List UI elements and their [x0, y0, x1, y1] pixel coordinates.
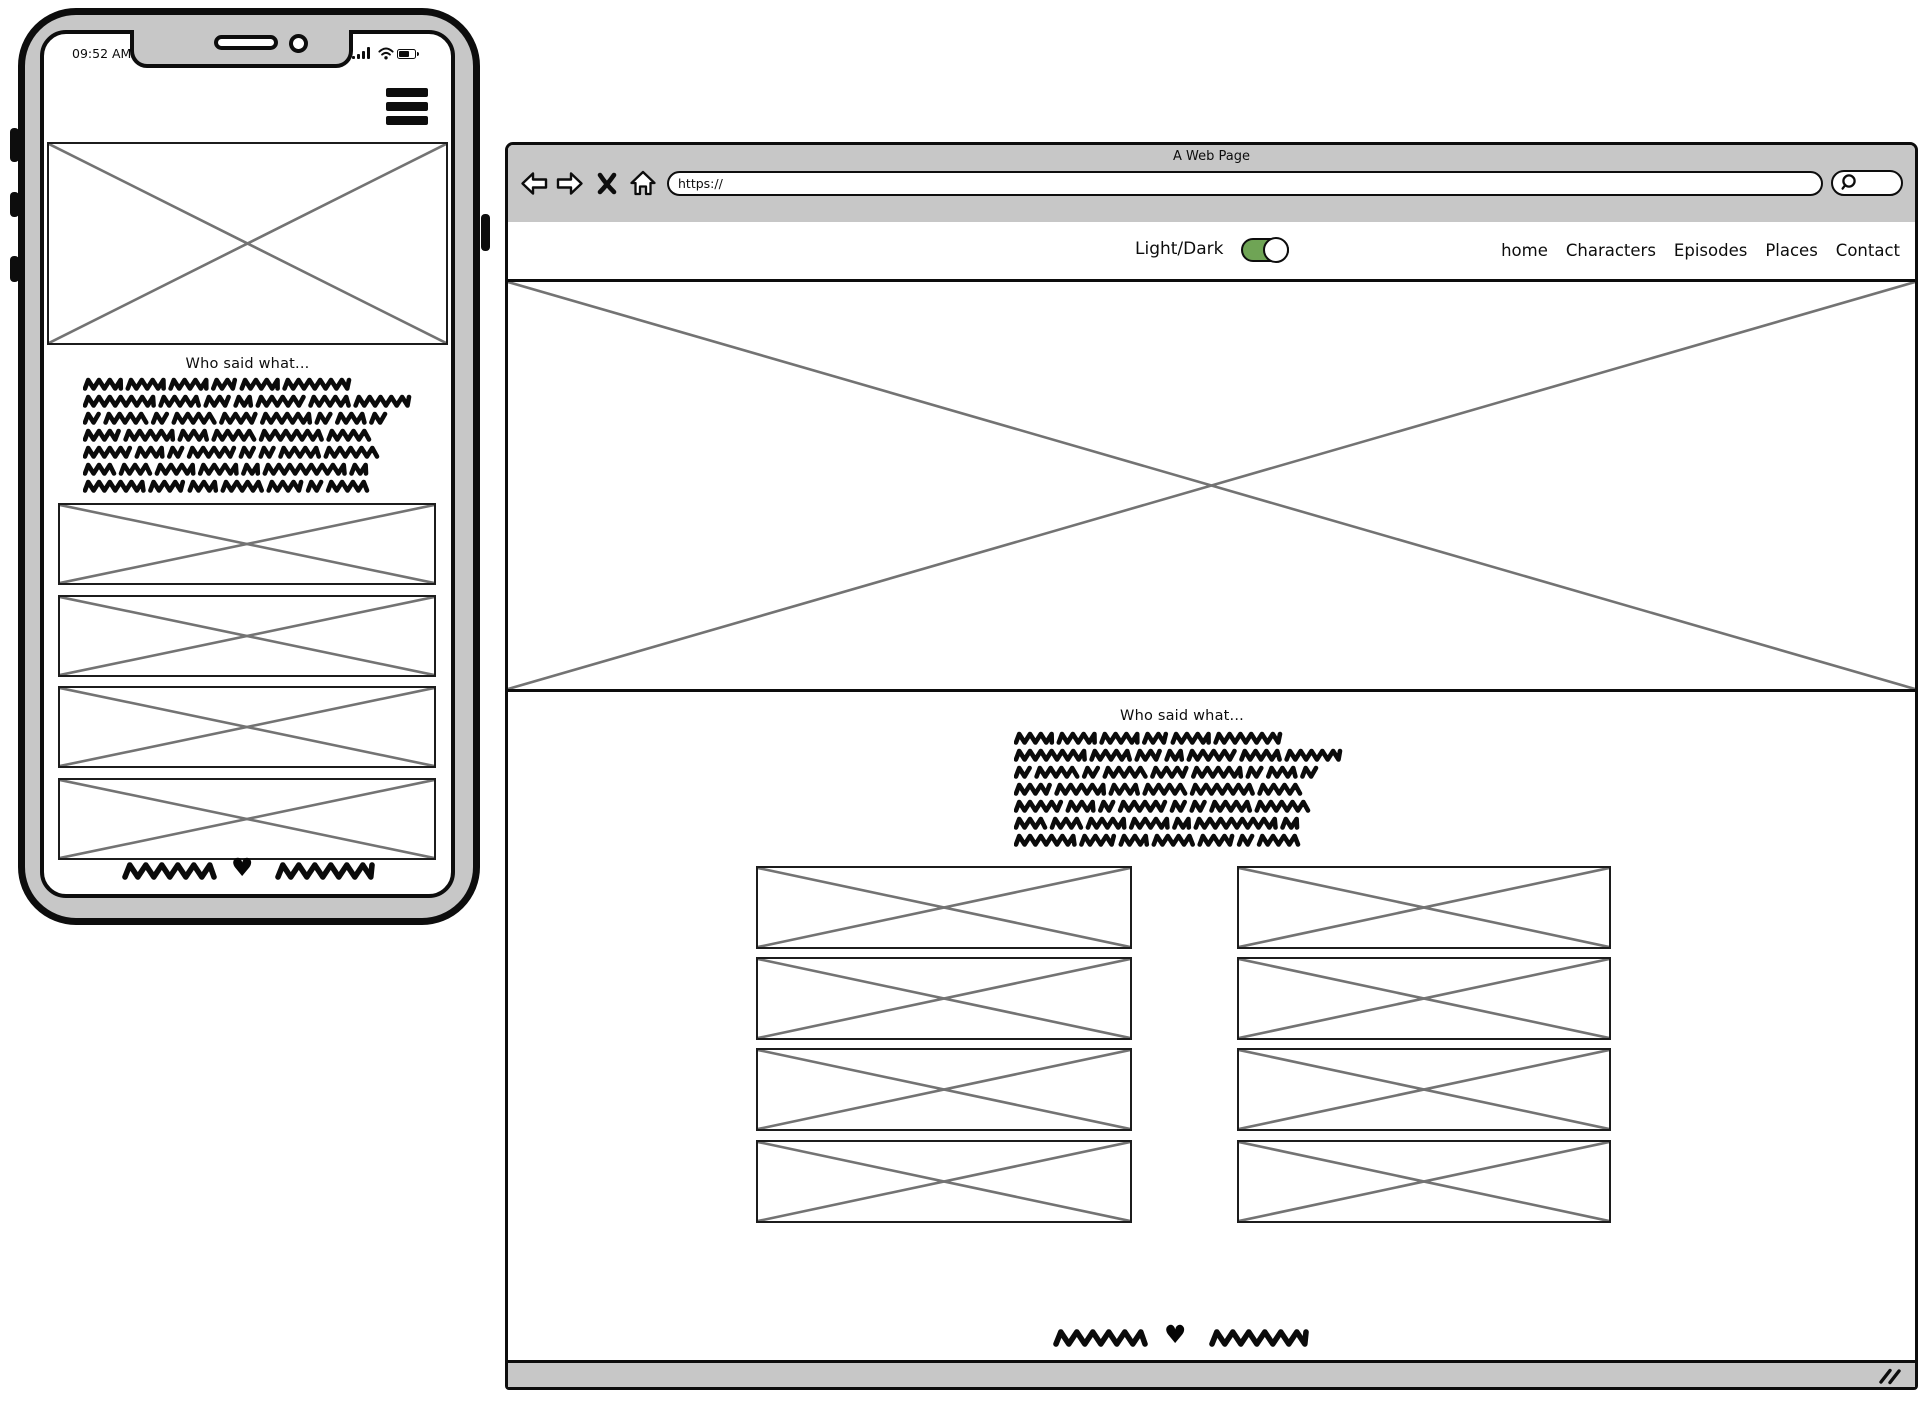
home-button[interactable] — [629, 169, 657, 197]
phone-screen — [40, 30, 455, 898]
image-x-icon — [60, 597, 434, 675]
phone-side-button-power[interactable] — [481, 214, 490, 251]
footer-scribble-right — [275, 861, 375, 883]
window-title: A Web Page — [1173, 149, 1250, 164]
image-x-icon — [60, 688, 434, 766]
theme-toggle[interactable] — [1241, 238, 1289, 262]
resize-handle-icon[interactable] — [1877, 1367, 1903, 1385]
url-text: https:// — [678, 175, 723, 191]
article-title: Who said what... — [185, 356, 310, 372]
grid-image-placeholder[interactable] — [756, 957, 1132, 1040]
placeholder-paragraph-scribble — [83, 376, 419, 496]
footer-scribble-right — [1209, 1328, 1311, 1350]
footer-scribble-left — [122, 861, 217, 883]
image-x-icon — [49, 144, 446, 343]
card-image-placeholder[interactable] — [58, 503, 436, 585]
image-x-icon — [758, 959, 1130, 1038]
image-x-icon — [60, 505, 434, 583]
grid-image-placeholder[interactable] — [1237, 1048, 1611, 1131]
image-x-icon — [758, 1142, 1130, 1221]
browser-window — [505, 142, 1918, 1390]
speaker-icon — [214, 35, 278, 50]
grid-image-placeholder[interactable] — [1237, 957, 1611, 1040]
back-button[interactable] — [520, 170, 548, 197]
phone-notch — [130, 30, 353, 68]
phone-hero-image-placeholder — [47, 142, 448, 345]
forward-button[interactable] — [556, 170, 584, 197]
card-image-placeholder[interactable] — [58, 595, 436, 677]
grid-image-placeholder[interactable] — [756, 866, 1132, 949]
close-button[interactable] — [595, 171, 619, 196]
url-input[interactable] — [667, 171, 1823, 196]
browser-chrome — [508, 145, 1915, 222]
nav-menu — [1501, 222, 1900, 279]
phone-mockup — [18, 8, 480, 925]
battery-icon — [397, 49, 416, 59]
hamburger-menu-icon[interactable] — [386, 88, 428, 130]
image-x-icon — [1239, 1142, 1609, 1221]
nav-link-episodes[interactable]: Episodes — [1673, 241, 1748, 260]
search-input[interactable] — [1831, 170, 1903, 196]
navbar — [508, 222, 1915, 282]
card-image-placeholder[interactable] — [58, 778, 436, 860]
search-icon — [1837, 171, 1861, 195]
card-image-placeholder[interactable] — [58, 686, 436, 768]
article-text-block — [1014, 708, 1350, 850]
nav-link-places[interactable]: Places — [1765, 241, 1818, 260]
hero-image-placeholder — [508, 282, 1915, 692]
heart-icon: ♥ — [231, 853, 254, 882]
heart-icon: ♥ — [1164, 1320, 1187, 1349]
footer-scribble-left — [1053, 1328, 1150, 1350]
image-x-icon — [758, 868, 1130, 947]
browser-toolbar — [520, 167, 1903, 199]
image-x-icon — [508, 282, 1915, 689]
page-footer — [508, 1320, 1915, 1352]
toggle-knob-icon — [1263, 237, 1289, 263]
grid-image-placeholder[interactable] — [1237, 866, 1611, 949]
wifi-icon — [378, 47, 394, 60]
image-x-icon — [1239, 868, 1609, 947]
signal-icon — [352, 47, 370, 59]
status-bar — [508, 1360, 1915, 1387]
nav-link-characters[interactable]: Characters — [1565, 241, 1656, 260]
camera-icon — [287, 32, 309, 54]
placeholder-paragraph-scribble — [1014, 730, 1350, 850]
status-time: 09:52 AM — [72, 46, 132, 61]
grid-image-placeholder[interactable] — [756, 1048, 1132, 1131]
nav-link-home[interactable]: home — [1501, 241, 1548, 260]
grid-image-placeholder[interactable] — [1237, 1140, 1611, 1223]
theme-toggle-label: Light/Dark — [1135, 239, 1224, 259]
image-x-icon — [1239, 959, 1609, 1038]
image-x-icon — [60, 780, 434, 858]
image-x-icon — [758, 1050, 1130, 1129]
image-x-icon — [1239, 1050, 1609, 1129]
grid-image-placeholder[interactable] — [756, 1140, 1132, 1223]
nav-link-contact[interactable]: Contact — [1835, 241, 1900, 260]
phone-footer — [44, 854, 451, 886]
article-title: Who said what... — [1120, 708, 1244, 724]
